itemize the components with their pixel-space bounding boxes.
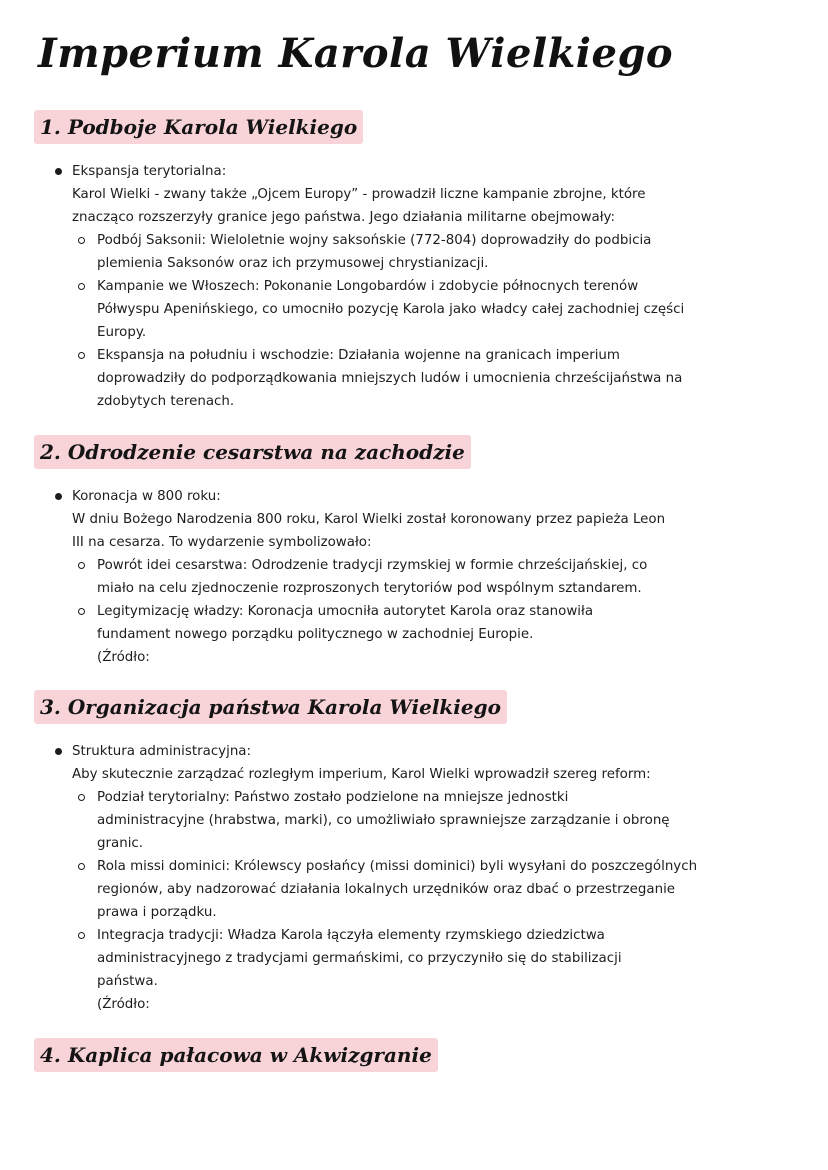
sub-item-line: Powrót idei cesarstwa: Odrodzenie tradycji rzymskiej w formie chrześcijańskiej, co: [97, 558, 648, 573]
paragraph-line: znacząco rozszerzyły granice jego państwa. Jego działania militarne obejmowały:: [72, 210, 616, 225]
bullet-dot: [55, 168, 62, 175]
section-heading-1: 1. Podboje Karola Wielkiego: [34, 110, 363, 144]
sub-item-line: Półwyspu Apenińskiego, co umocniło pozycję Karola jako władcy całej zachodniej części: [97, 302, 685, 317]
bullet-dot: [55, 493, 62, 500]
sub-item-line: granic.: [97, 836, 144, 851]
sub-item-line: państwa.: [97, 974, 158, 989]
sub-bullet-circle: [78, 352, 85, 359]
sub-bullet-circle: [78, 562, 85, 569]
sub-item-line: Kampanie we Włoszech: Pokonanie Longobardów i zdobycie północnych terenów: [97, 279, 639, 294]
sub-item-line: Legitymizację władzy: Koronacja umocniła autorytet Karola oraz stanowiła: [97, 604, 594, 619]
paragraph-line: III na cesarza. To wydarzenie symbolizowało:: [72, 535, 372, 550]
sub-item-line: administracyjnego z tradycjami germańskimi, co przyczyniło się do stabilizacji: [97, 951, 622, 966]
sub-item-line: plemienia Saksonów oraz ich przymusowej chrystianizacji.: [97, 256, 489, 271]
sub-item-line: doprowadziły do podporządkowania mniejszych ludów i umocnienia chrześcijaństwa na: [97, 371, 683, 386]
paragraph-line: Aby skutecznie zarządzać rozległym imperium, Karol Wielki wprowadził szereg reform:: [72, 767, 651, 782]
source-note: (Źródło:: [97, 997, 150, 1012]
sub-item-line: fundament nowego porządku politycznego w zachodniej Europie.: [97, 627, 534, 642]
page-title: Imperium Karola Wielkiego: [38, 30, 674, 77]
section-heading-3: 3. Organizacja państwa Karola Wielkiego: [34, 690, 507, 724]
sub-item-line: administracyjne (hrabstwa, marki), co umożliwiało sprawniejsze zarządzanie i obronę: [97, 813, 670, 828]
sub-bullet-circle: [78, 608, 85, 615]
paragraph-line: Karol Wielki - zwany także „Ojcem Europy” - prowadził liczne kampanie zbrojne, które: [72, 187, 646, 202]
sub-item-line: Rola missi dominici: Królewscy posłańcy (missi dominici) byli wysyłani do poszczególnych: [97, 859, 698, 874]
sub-bullet-circle: [78, 237, 85, 244]
section-heading-4: 4. Kaplica pałacowa w Akwizgranie: [34, 1038, 438, 1072]
paragraph-line: W dniu Bożego Narodzenia 800 roku, Karol Wielki został koronowany przez papieża Leon: [72, 512, 666, 527]
bullet-dot: [55, 748, 62, 755]
bullet-label: Koronacja w 800 roku:: [72, 489, 221, 504]
source-note: (Źródło:: [97, 650, 150, 665]
bullet-label: Ekspansja terytorialna:: [72, 164, 227, 179]
sub-bullet-circle: [78, 863, 85, 870]
sub-item-line: zdobytych terenach.: [97, 394, 235, 409]
sub-item-line: Ekspansja na południu i wschodzie: Działania wojenne na granicach imperium: [97, 348, 620, 363]
sub-bullet-circle: [78, 794, 85, 801]
sub-item-line: miało na celu zjednoczenie rozproszonych terytoriów pod wspólnym sztandarem.: [97, 581, 642, 596]
sub-item-line: Europy.: [97, 325, 147, 340]
sub-bullet-circle: [78, 932, 85, 939]
sub-item-line: Podział terytorialny: Państwo zostało podzielone na mniejsze jednostki: [97, 790, 569, 805]
bullet-label: Struktura administracyjna:: [72, 744, 252, 759]
sub-bullet-circle: [78, 283, 85, 290]
sub-item-line: Integracja tradycji: Władza Karola łączyła elementy rzymskiego dziedzictwa: [97, 928, 605, 943]
sub-item-line: prawa i porządku.: [97, 905, 217, 920]
sub-item-line: Podbój Saksonii: Wieloletnie wojny saksońskie (772-804) doprowadziły do podbicia: [97, 233, 652, 248]
sub-item-line: regionów, aby nadzorować działania lokalnych urzędników oraz dbać o przestrzeganie: [97, 882, 676, 897]
section-heading-2: 2. Odrodzenie cesarstwa na zachodzie: [34, 435, 471, 469]
